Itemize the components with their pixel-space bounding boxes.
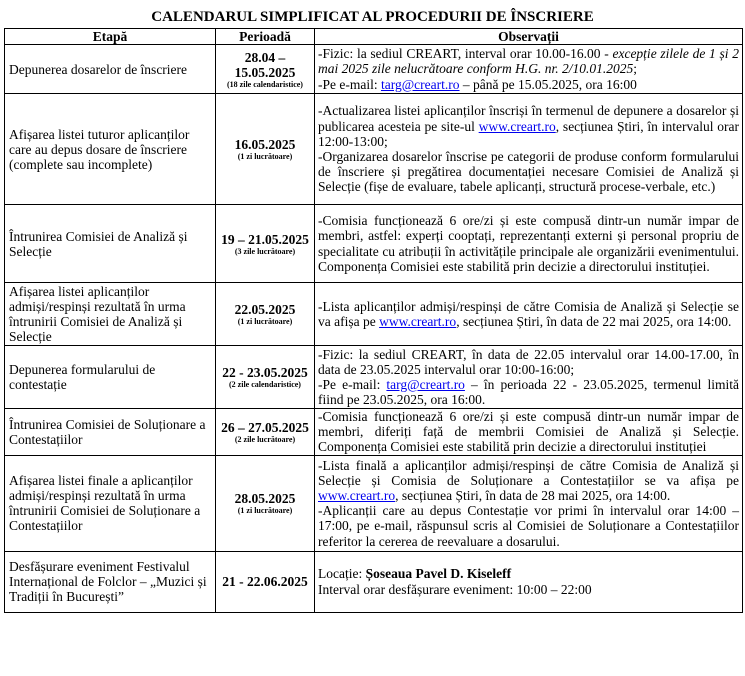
period-dates: 22.05.2025 [234, 302, 296, 317]
period-cell [216, 455, 315, 551]
stage-cell: Afișarea listei finale a aplicanților admiși/respinși rezultată în urma întrunirii Comisiei de Soluționare a Contestațiilor [5, 455, 216, 551]
period-dates: 21 - 22.06.2025 [222, 574, 308, 590]
schedule-table [4, 28, 743, 613]
notes-cell [315, 551, 743, 612]
stage-cell: Întrunirea Comisiei de Soluționare a Contestațiilor [5, 409, 216, 456]
note-text: -Lista aplicanților admiși/respinși de către Comisia de Analiză și Selecție se va afișa pe [318, 298, 739, 329]
note-paragraph [318, 409, 739, 455]
note-link[interactable]: www.creart.ro [478, 118, 556, 134]
note-text: -Fizic: la sediul CREART, în data de 22.05 intervalul orar 14.00-17.00, în data de 23.05.2025 intervalul orar 10:00-16:00; [318, 346, 739, 377]
period-cell [216, 45, 315, 94]
period-cell [216, 283, 315, 346]
note-paragraph [318, 503, 739, 549]
note-link[interactable]: targ@creart.ro [380, 76, 460, 92]
note-paragraph [318, 46, 739, 76]
notes-cell [315, 283, 743, 346]
notes-cell [315, 45, 743, 94]
note-paragraph [318, 299, 739, 329]
note-text: Interval orar desfășurare eveniment: 10:00 – 22:00 [318, 581, 592, 597]
table-header-row [5, 29, 743, 45]
stage-cell: Desfășurare eveniment Festivalul Internațional de Folclor – „Muzici și Tradiții în București” [5, 551, 216, 612]
period-dates: 16.05.2025 [234, 137, 296, 152]
note-paragraph [318, 566, 739, 581]
table-body [5, 45, 743, 613]
period-cell [216, 205, 315, 283]
header-stage: Etapă [5, 29, 216, 45]
note-text: – în perioada 22 - 23.05.2025, termenul limită fiind pe 23.05.2025, ora 16:00. [318, 377, 739, 408]
note-text: -Comisia funcționează 6 ore/zi și este compusă dintr-un număr impar de membri, diferiți față de membrii Comisiei de Analiză și Selecție. Componența Comisiei este stabilită prin decizie a directorului instituției [318, 409, 739, 455]
stage-cell: Depunerea formularului de contestație [5, 346, 216, 409]
notes-cell [315, 205, 743, 283]
note-link[interactable]: targ@creart.ro [386, 377, 465, 392]
period-duration-note: (1 zi lucrătoare) [237, 152, 293, 161]
period-duration-note: (3 zile lucrătoare) [234, 246, 296, 256]
period-duration-note: (2 zile calendaristice) [229, 380, 301, 389]
note-text: -Organizarea dosarelor înscrise pe categorii de produse conform formularului de înscriere și pregătirea documentației necesare Comisiei de Analiză și Selecție (fișe de evaluare, tabele aplicanți, structură procese-verbale, etc.) [318, 149, 739, 195]
note-text: -Actualizarea listei aplicanților înscriși în termenul de depunere a dosarelor și publicarea acesteia pe site-ul [318, 103, 739, 134]
note-text: , secțiunea Știri, în data de 28 mai 2025, ora 14:00. [395, 487, 671, 503]
note-text: , secțiunea Știri, în intervalul orar 12:00-13:00; [318, 118, 739, 149]
table-row [5, 283, 743, 346]
note-paragraph [318, 458, 739, 504]
note-text: -Fizic: la sediul CREART, interval orar 10.00-16.00 - [318, 46, 613, 62]
note-text: -Comisia funcționează 6 ore/zi și este compusă dintr-un număr impar de membri, astfel: experți cooptați, reprezentanți externi și personal propriu de specialitate cu atribuții în activitățile principale ale organizării evenimentului. Componența Comisiei este stabilită prin decizie a directorului instituției. [318, 213, 739, 274]
period-dates: 28.04 – 15.05.2025 [234, 49, 296, 80]
table-row [5, 94, 743, 205]
notes-cell [315, 409, 743, 456]
notes-cell [315, 94, 743, 205]
period-dates: 28.05.2025 [234, 491, 296, 507]
note-paragraph [318, 377, 739, 407]
table-row [5, 455, 743, 551]
note-text: -Lista finală a aplicanților admiși/respinși de către Comisia de Analiză și Selecție și Comisia de Soluționare a Contestațiilor se va afișa pe [318, 457, 739, 488]
period-cell [216, 409, 315, 456]
note-italic-text: excepție zilele de 1 și 2 mai 2025 zile nelucrătoare conform H.G. nr. 2/10.01.2025 [318, 46, 739, 77]
note-link[interactable]: www.creart.ro [379, 314, 457, 329]
table-row [5, 205, 743, 283]
note-text: Locație: [318, 566, 366, 582]
period-duration-note: (1 zi lucrătoare) [237, 317, 293, 326]
note-paragraph [318, 347, 739, 377]
period-cell [216, 346, 315, 409]
table-row [5, 45, 743, 94]
header-notes: Observații [315, 29, 743, 45]
note-link[interactable]: www.creart.ro [318, 487, 396, 503]
note-paragraph [318, 77, 739, 92]
period-dates: 26 – 27.05.2025 [221, 419, 309, 435]
period-dates: 19 – 21.05.2025 [221, 231, 309, 247]
note-text: ; [633, 61, 637, 77]
period-duration-note: (1 zi lucrătoare) [237, 506, 293, 516]
note-text: -Pe e-mail: [318, 76, 381, 92]
period-dates: 22 - 23.05.2025 [222, 365, 308, 380]
note-paragraph [318, 103, 739, 149]
notes-cell [315, 455, 743, 551]
note-paragraph [318, 213, 739, 274]
table-row [5, 551, 743, 612]
table-row [5, 409, 743, 456]
page-title: CALENDARUL SIMPLIFICAT AL PROCEDURII DE ÎNSCRIERE [151, 9, 594, 25]
period-cell [216, 94, 315, 205]
note-bold-text: Șoseaua Pavel D. Kiseleff [365, 566, 512, 582]
stage-cell: Afișarea listei aplicanților admiși/respinși rezultată în urma întrunirii Comisiei de Analiză și Selecție [5, 283, 216, 346]
notes-cell [315, 346, 743, 409]
stage-cell: Întrunirea Comisiei de Analiză și Selecție [5, 205, 216, 283]
period-duration-note: (18 zile calendaristice) [227, 79, 303, 89]
note-paragraph [318, 149, 739, 195]
header-period: Perioadă [216, 29, 315, 45]
note-text: , secțiunea Știri, în data de 22 mai 2025, ora 14:00. [456, 314, 732, 329]
stage-cell: Depunerea dosarelor de înscriere [5, 45, 216, 94]
period-duration-note: (2 zile lucrătoare) [234, 434, 296, 444]
stage-cell: Afișarea listei tuturor aplicanților care au depus dosare de înscriere (complete sau incomplete) [5, 94, 216, 205]
period-cell [216, 551, 315, 612]
note-text: – până pe 15.05.2025, ora 16:00 [459, 76, 637, 92]
table-row [5, 346, 743, 409]
note-text: -Pe e-mail: [318, 377, 387, 392]
note-text: -Aplicanții care au depus Contestație vor primi în intervalul orar 14:00 – 17:00, pe e-mail, răspunsul scris al Comisiei de Soluționare a Contestațiilor referitor la cererea de reevaluare a dosarului. [318, 503, 739, 549]
note-paragraph [318, 582, 739, 597]
